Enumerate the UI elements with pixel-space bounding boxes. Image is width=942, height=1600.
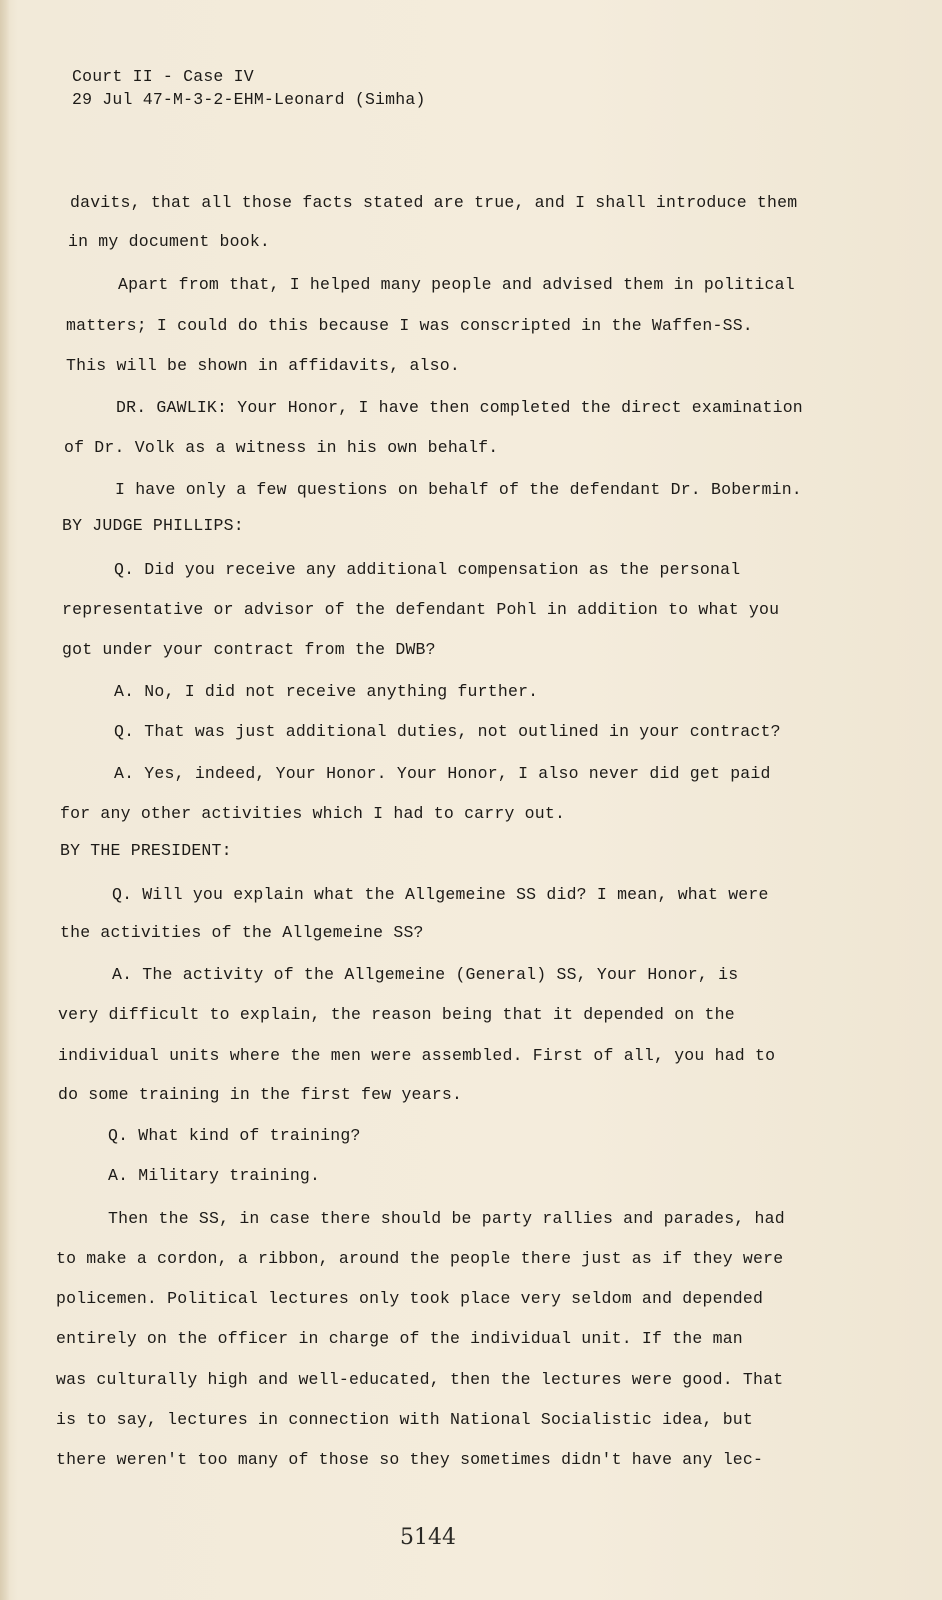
body-line: DR. GAWLIK: Your Honor, I have then completed the direct examination bbox=[116, 398, 803, 417]
body-line: BY JUDGE PHILLIPS: bbox=[62, 516, 244, 535]
body-line: davits, that all those facts stated are true, and I shall introduce them bbox=[70, 193, 798, 212]
body-line: Q. What kind of training? bbox=[108, 1126, 361, 1145]
body-line: I have only a few questions on behalf of the defendant Dr. Bobermin. bbox=[115, 480, 802, 499]
body-line: representative or advisor of the defendant Pohl in addition to what you bbox=[62, 600, 780, 619]
body-line: do some training in the first few years. bbox=[58, 1085, 463, 1104]
header-session: 29 Jul 47-M-3-2-EHM-Leonard (Simha) bbox=[72, 90, 426, 109]
body-line: Q. Will you explain what the Allgemeine SS did? I mean, what were bbox=[112, 885, 769, 904]
body-line: Then the SS, in case there should be party rallies and parades, had bbox=[108, 1209, 785, 1228]
body-line: individual units where the men were assembled. First of all, you had to bbox=[58, 1046, 776, 1065]
body-line: A. The activity of the Allgemeine (General) SS, Your Honor, is bbox=[112, 965, 739, 984]
body-line: Apart from that, I helped many people and advised them in political bbox=[118, 275, 795, 294]
paper-edge bbox=[0, 0, 10, 1600]
body-line: matters; I could do this because I was conscripted in the Waffen-SS. bbox=[66, 316, 753, 335]
body-line: in my document book. bbox=[68, 232, 271, 251]
body-line: of Dr. Volk as a witness in his own behalf. bbox=[64, 438, 499, 457]
page-number: 5144 bbox=[400, 1525, 456, 1550]
body-line: entirely on the officer in charge of the individual unit. If the man bbox=[56, 1329, 743, 1348]
body-line: policemen. Political lectures only took place very seldom and depended bbox=[56, 1289, 764, 1308]
body-line: the activities of the Allgemeine SS? bbox=[60, 923, 424, 942]
body-line: for any other activities which I had to carry out. bbox=[60, 804, 566, 823]
body-line: BY THE PRESIDENT: bbox=[60, 841, 232, 860]
body-line: This will be shown in affidavits, also. bbox=[66, 356, 460, 375]
body-line: to make a cordon, a ribbon, around the people there just as if they were bbox=[56, 1249, 784, 1268]
body-line: Q. Did you receive any additional compensation as the personal bbox=[114, 560, 741, 579]
header-court: Court II - Case IV bbox=[72, 67, 254, 86]
body-line: is to say, lectures in connection with National Socialistic idea, but bbox=[56, 1410, 754, 1429]
body-line: very difficult to explain, the reason being that it depended on the bbox=[58, 1005, 735, 1024]
body-line: there weren't too many of those so they sometimes didn't have any lec- bbox=[56, 1450, 764, 1469]
body-line: was culturally high and well-educated, then the lectures were good. That bbox=[56, 1370, 784, 1389]
body-line: A. Yes, indeed, Your Honor. Your Honor, I also never did get paid bbox=[114, 764, 771, 783]
body-line: A. No, I did not receive anything further. bbox=[114, 682, 539, 701]
body-line: Q. That was just additional duties, not outlined in your contract? bbox=[114, 722, 781, 741]
body-line: A. Military training. bbox=[108, 1166, 321, 1185]
body-line: got under your contract from the DWB? bbox=[62, 640, 436, 659]
